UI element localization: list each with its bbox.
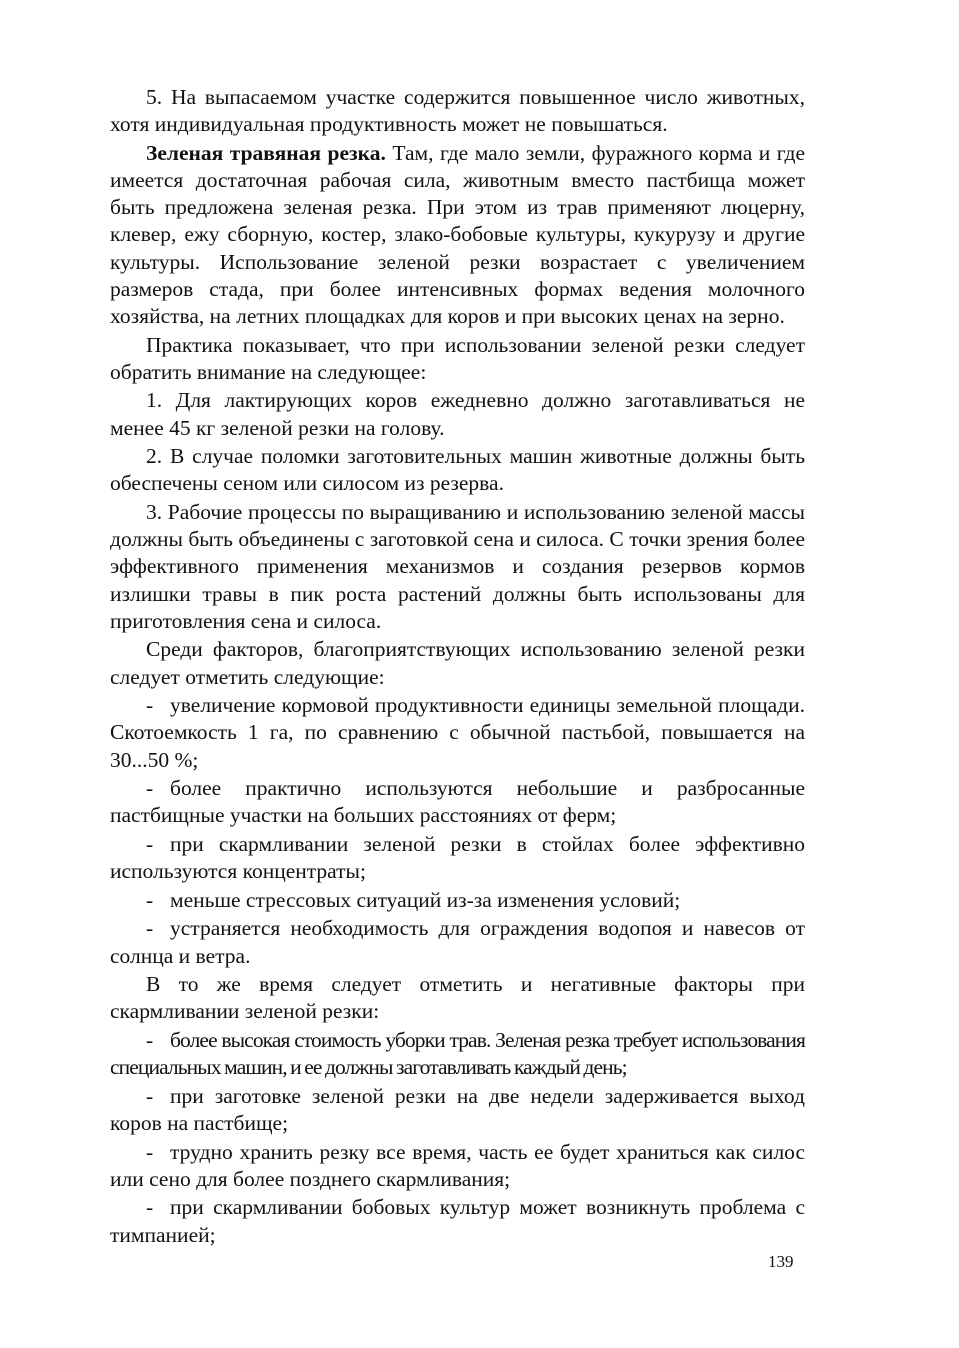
list-item xyxy=(110,692,805,774)
page-body xyxy=(110,84,805,1250)
list-item xyxy=(110,1027,805,1081)
page-number: 139 xyxy=(768,1252,794,1271)
paragraph-item-3: 3. Рабочие процессы по выращиванию и использованию зеленой массы должны быть объединены с заготовкой сена и силоса. С точки зрения более эффективного применения механизмов и создания резервов кормов излишки травы в пик роста растений должны быть использованы для приготовления сена и силоса. xyxy=(110,500,805,633)
list-item-text: более практично используются небольшие и разбросанные пастбищные участки на больших расстояниях от ферм; xyxy=(110,776,805,828)
paragraph-positive-factors-intro: Среди факторов, благоприятствующих использованию зеленой резки следует отметить следующие: xyxy=(110,637,805,689)
dash-marker: - xyxy=(146,916,154,941)
list-item-text: меньше стрессовых ситуаций из-за изменения условий; xyxy=(170,887,681,912)
list-item xyxy=(110,887,805,914)
list-item-text: увеличение кормовой продуктивности единицы земельной площади. Скотоемкость 1 га, по сравнению с обычной пастьбой, повышается на 30...50 %; xyxy=(110,693,805,772)
list-item xyxy=(110,1139,805,1193)
dash-marker: - xyxy=(146,693,154,718)
dash-marker: - xyxy=(146,1027,153,1052)
list-item xyxy=(110,1083,805,1137)
list-item-text: при скармливании зеленой резки в стойлах более эффективно используются концентраты; xyxy=(110,832,805,884)
paragraph-green-cut xyxy=(110,140,805,330)
list-item-text: при скармливании бобовых культур может возникнуть проблема с тимпанией; xyxy=(110,1195,805,1247)
list-item-text: более высокая стоимость уборки трав. Зеленая резка требует использования специальных машин, и ее должны заготавливать каждый день; xyxy=(110,1027,805,1080)
dash-marker: - xyxy=(146,887,154,912)
list-item-text: при заготовке зеленой резки на две недели задерживается выход коров на пастбище; xyxy=(110,1083,805,1135)
dash-marker: - xyxy=(146,1083,154,1108)
dash-marker: - xyxy=(146,1195,154,1220)
section-heading-green-cut: Зеленая травяная резка. xyxy=(146,140,386,165)
dash-marker: - xyxy=(146,1139,154,1164)
list-item xyxy=(110,915,805,969)
list-item-text: устраняется необходимость для ограждения водопоя и навесов от солнца и ветра. xyxy=(110,916,805,968)
dash-marker: - xyxy=(146,776,154,801)
list-item xyxy=(110,775,805,829)
paragraph-item-2: 2. В случае поломки заготовительных машин животные должны быть обеспечены сеном или силосом из резерва. xyxy=(110,444,805,496)
list-item xyxy=(110,1194,805,1248)
paragraph-negative-factors-intro: В то же время следует отметить и негативные факторы при скармливании зеленой резки: xyxy=(110,972,805,1024)
paragraph-item-1: 1. Для лактирующих коров ежедневно должно заготавливаться не менее 45 кг зеленой резки на голову. xyxy=(110,388,805,440)
dash-marker: - xyxy=(146,832,154,856)
paragraph-point-5: 5. На выпасаемом участке содержится повышенное число животных, хотя индивидуальная продуктивность может не повышаться. xyxy=(110,85,805,137)
green-cut-text: Там, где мало земли, фуражного корма и где имеется достаточная рабочая сила, животным вместо пастбища может быть предложена зеленая резка. При этом из трав применяют люцерну, клевер, ежу сборную, костер, злако-бобовые культуры, кукурузу и другие культуры. Использование зеленой резки возрастает с увеличением размеров стада, при более интенсивных формах ведения молочного хозяйства, на летних площадках для коров и при высоких ценах на зерно. xyxy=(110,140,805,329)
list-item-text: трудно хранить резку все время, часть ее будет храниться как силос или сено для более позднего скармливания; xyxy=(110,1139,805,1191)
paragraph-practice: Практика показывает, что при использовании зеленой резки следует обратить внимание на следующее: xyxy=(110,332,805,384)
list-item xyxy=(110,831,805,885)
